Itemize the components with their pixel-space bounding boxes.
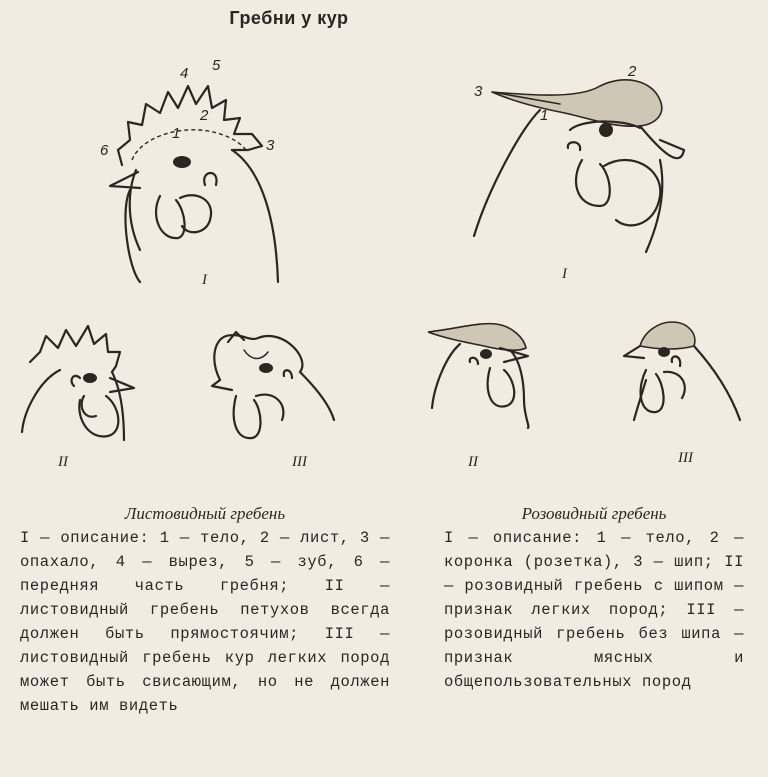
rose-comb-spiked-head <box>428 324 528 428</box>
label-2: 2 <box>200 107 209 124</box>
page-title: Гребни у кур <box>229 8 349 28</box>
label-1: 1 <box>172 125 181 142</box>
roman-label-right-III: III <box>678 450 693 466</box>
leaf-comb-description: I — описание: 1 — тело, 2 — лист, 3 — опахало, 4 — вырез, 5 — зуб, 6 — передняя часть гребня; II — листовидный гребень петухов всегда должен быть прямостоячим; III — листовидный гребень кур легких пород может быть свисающим, но не должен мешать им видеть <box>20 529 390 715</box>
label-4: 4 <box>180 65 189 82</box>
rose-comb-heading: Розовидный гребень <box>521 504 667 523</box>
rose-comb-no-spike-head <box>624 322 740 420</box>
roman-label-left-I: I <box>202 272 207 288</box>
single-comb-head-diagram <box>110 86 278 282</box>
roman-label-right-I: I <box>562 266 567 282</box>
roman-label-left-II: II <box>58 454 68 470</box>
label-3: 3 <box>266 137 275 154</box>
roman-label-left-III: III <box>292 454 307 470</box>
rose-comb-caption <box>444 502 744 694</box>
single-comb-upright-head <box>22 326 134 440</box>
label-5: 5 <box>212 57 221 74</box>
leaf-comb-heading: Листовидный гребень <box>124 504 286 523</box>
roman-label-right-II: II <box>468 454 478 470</box>
rose-comb-head-diagram <box>474 80 684 252</box>
rose-label-2: 2 <box>628 63 637 80</box>
rose-label-3: 3 <box>474 83 483 100</box>
leaf-comb-caption <box>20 502 390 718</box>
rose-comb-description: I — описание: 1 — тело, 2 — коронка (розетка), 3 — шип; II — розовидный гребень с шипом — признак легких пород; III — розовидный гребень без шипа — признак мясных и общепользовательных пород <box>444 529 744 691</box>
label-6: 6 <box>100 142 109 159</box>
single-comb-drooping-head <box>212 332 334 438</box>
rose-label-1: 1 <box>540 107 549 124</box>
